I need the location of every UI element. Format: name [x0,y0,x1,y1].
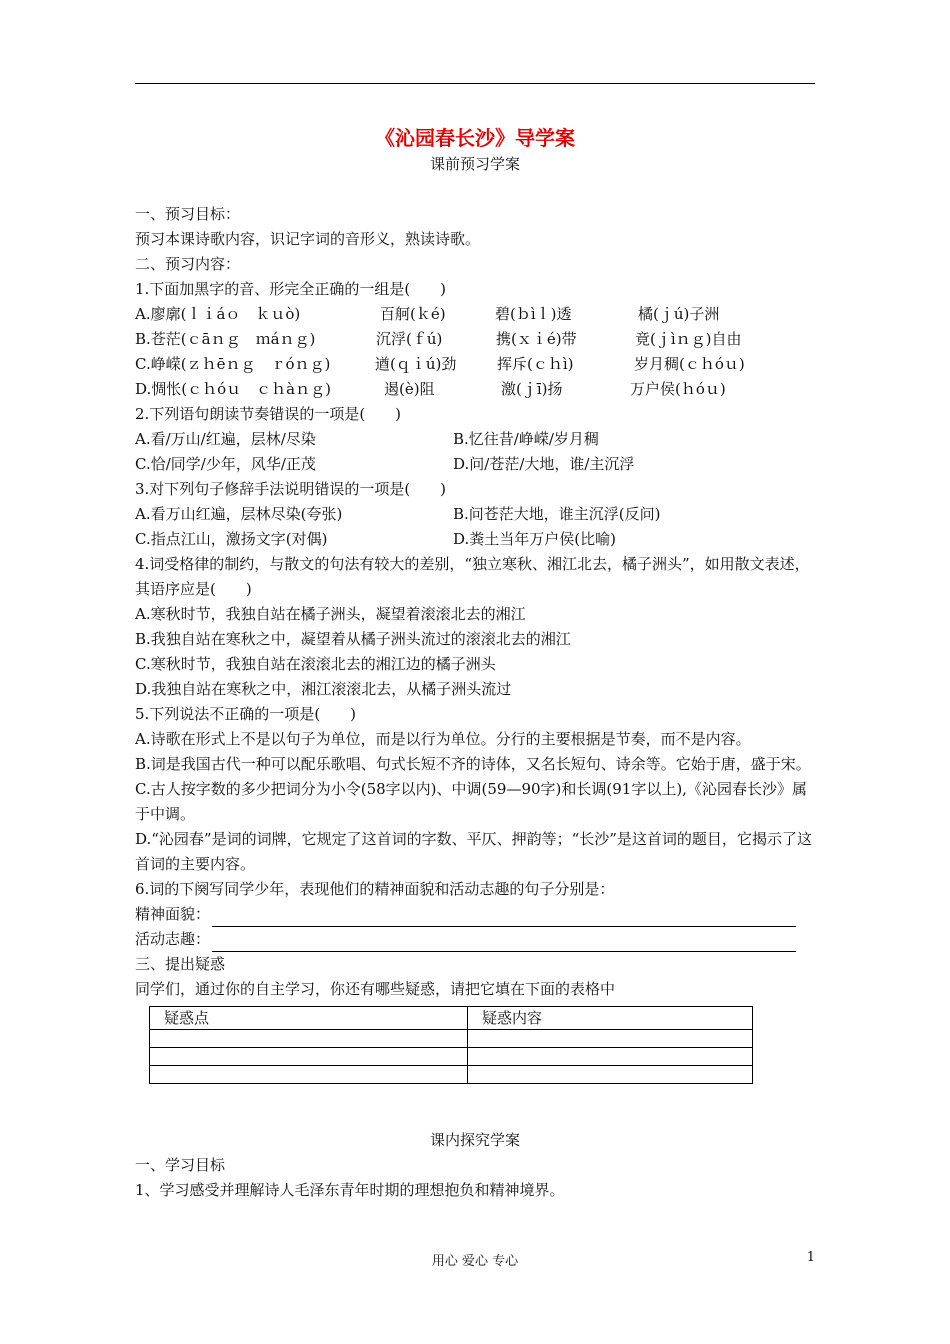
option-row [135,527,815,552]
table-row [150,1048,753,1066]
option-text: 碧(ｂìｌ)透 [495,305,572,323]
table-row [150,1030,753,1048]
option-text: B.我独自站在寒秋之中，凝望着从橘子洲头流过的滚滚北去的湘江 [135,630,571,648]
question-stem: 1.下面加黑字的音、形完全正确的一组是( ) [135,280,447,298]
section-heading: 二、预习内容： [135,255,241,273]
table-cell[interactable] [150,1066,468,1084]
option-text: 竟(ｊìｎｇ)自由 [635,330,742,348]
answer-label: 活动志趣： [135,930,211,948]
option-text: 携(ｘｉé)带 [496,330,577,348]
option-text: C.指点江山，激扬文字(对偶) [135,530,328,548]
option-text: 百舸(ｋé) [380,305,446,323]
answer-label: 精神面貌： [135,905,211,923]
option-text: D.“沁园春”是词的词牌，它规定了这首词的字数、平仄、押韵等；“长沙”是这首词的题目，它揭示了这首词的主要内容。 [135,830,812,873]
option-row [135,327,815,352]
paragraph: 同学们，通过你的自主学习，你还有哪些疑惑，请把它填在下面的表格中 [135,980,616,998]
page-number: 1 [806,1250,815,1265]
question-stem: 4.词受格律的制约，与散文的句法有较大的差别，“独立寒秋、湘江北去，橘子洲头”，如用散文表述，其语序应是( ) [135,555,810,598]
option-text: 橘(ｊú)子洲 [638,305,720,323]
option-text: 遒(ｑｉú)劲 [375,355,457,373]
option-text: A.看/万山/红遍，层林/尽染 [135,430,316,448]
option-text: C.古人按字数的多少把词分为小令(58字以内)、中调(59—90字)和长调(91字以上),《沁园春长沙》属于中调。 [135,780,807,823]
header-rule [135,83,815,84]
document-title: 《沁园春长沙》导学案 [375,126,575,150]
option-text: B.忆往昔/峥嵘/岁月稠 [453,430,599,448]
page-footer: 用心 爱心 专心 [431,1254,519,1269]
table-cell[interactable] [468,1048,753,1066]
answer-blank-interest[interactable] [212,933,796,952]
option-row [135,452,815,477]
table-cell[interactable] [150,1048,468,1066]
option-text: B.苍茫(ｃāｎｇ ｍáｎｇ) [135,330,316,348]
inclass-section [135,1128,815,1203]
section-title: 课内探究学案 [429,1131,520,1149]
table-row [150,1066,753,1084]
option-text: B.问苍茫大地，谁主沉浮(反问) [453,505,661,523]
question-stem: 5.下列说法不正确的一项是( ) [135,705,357,723]
option-text: A.廖廓(ｌｉáｏ ｋｕò) [135,305,301,323]
option-text: D.我独自站在寒秋之中，湘江滚滚北去，从橘子洲头流过 [135,680,512,698]
table-cell[interactable] [150,1030,468,1048]
section-heading: 一、学习目标 [135,1156,226,1174]
option-text: D.问/苍茫/大地，谁/主沉浮 [453,455,635,473]
option-text: D.粪土当年万户侯(比喻) [453,530,616,548]
table-header-cell: 疑惑点 [150,1007,468,1030]
questions-table [149,1006,753,1084]
table-cell[interactable] [468,1066,753,1084]
answer-blank-spirit[interactable] [212,908,796,927]
question-stem: 2.下列语句朗读节奏错误的一项是( ) [135,405,402,423]
paragraph: 预习本课诗歌内容，识记字词的音形义，熟读诗歌。 [135,230,481,248]
answer-row-spirit [135,902,815,927]
option-text: 挥斥(ｃｈì) [497,355,574,373]
option-text: B.词是我国古代一种可以配乐歌唱、句式长短不齐的诗体，又名长短句、诗余等。它始于唐，盛于宋。 [135,755,811,773]
table-header-row [150,1007,753,1030]
document-subtitle: 课前预习学案 [429,155,520,173]
option-text: D.惆怅(ｃｈóｕ ｃｈàｎｇ) [135,380,331,398]
question-stem: 3.对下列句子修辞手法说明错误的一项是( ) [135,480,447,498]
option-text: 万户侯(ｈóｕ) [630,380,726,398]
option-row [135,352,815,377]
option-text: 岁月稠(ｃｈóｕ) [634,355,745,373]
option-text: A.看万山红遍，层林尽染(夸张) [135,505,343,523]
question-stem: 6.词的下阕写同学少年，表现他们的精神面貌和活动志趣的句子分别是： [135,880,615,898]
option-text: C.恰/同学/少年，风华/正茂 [135,455,316,473]
paragraph: 1、学习感受并理解诗人毛泽东青年时期的理想抱负和精神境界。 [135,1181,565,1199]
option-text: A.诗歌在形式上不是以句子为单位，而是以行为单位。分行的主要根据是节奏，而不是内容。 [135,730,751,748]
option-text: 激(ｊī)扬 [501,380,563,398]
option-row [135,427,815,452]
option-row [135,377,815,402]
option-text: C.峥嵘(ｚｈēｎｇ ｒóｎｇ) [135,355,331,373]
preview-section [135,202,815,1084]
table-header-cell: 疑惑内容 [468,1007,753,1030]
table-cell[interactable] [468,1030,753,1048]
section-heading: 一、预习目标： [135,205,241,223]
option-row [135,502,815,527]
option-text: 沉浮(ｆú) [376,330,443,348]
section-heading: 三、提出疑惑 [135,955,226,973]
option-text: C.寒秋时节，我独自站在滚滚北去的湘江边的橘子洲头 [135,655,496,673]
option-text: A.寒秋时节，我独自站在橘子洲头，凝望着滚滚北去的湘江 [135,605,526,623]
option-text: 遏(è)阻 [384,380,435,398]
answer-row-interest [135,927,815,952]
option-row [135,302,815,327]
